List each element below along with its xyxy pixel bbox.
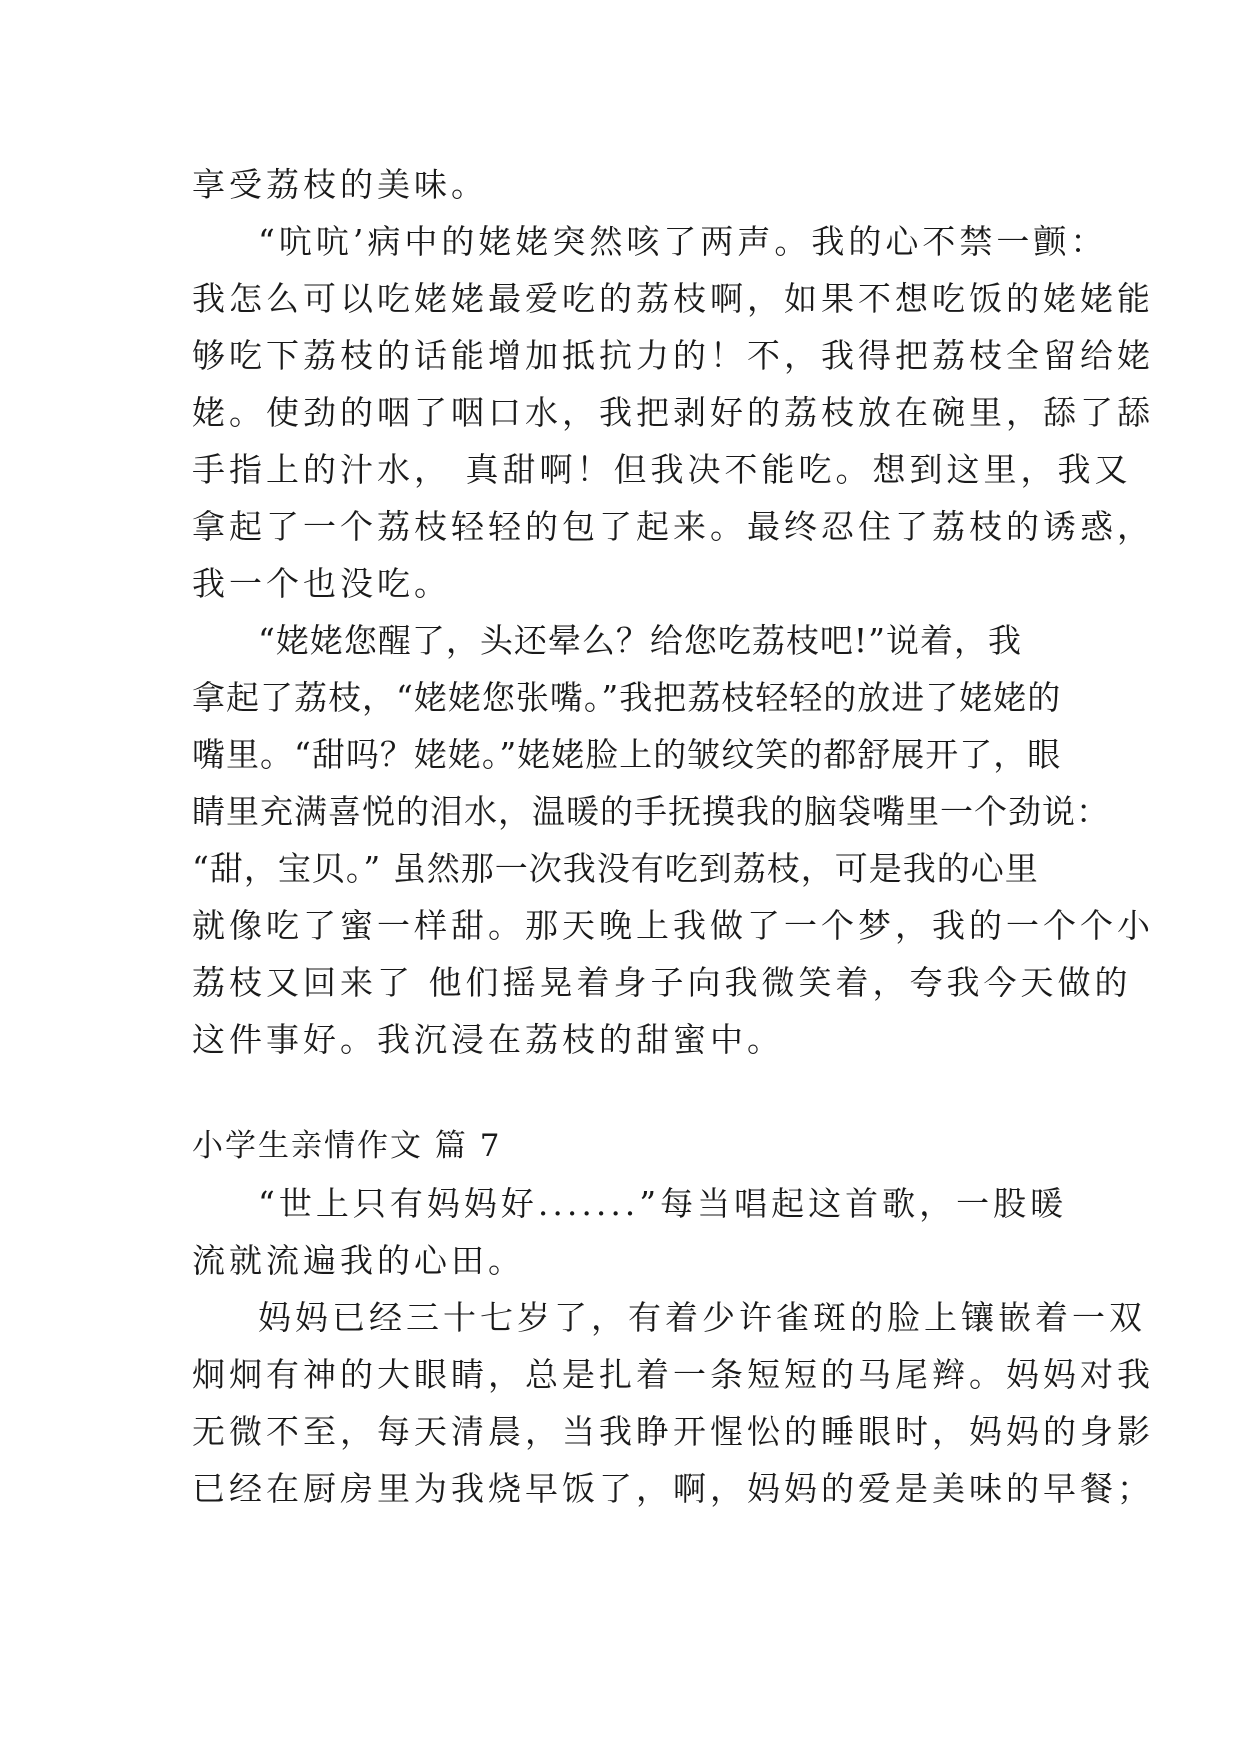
- text-line: 拿起了一个荔枝轻轻的包了起来。最终忍住了荔枝的诱惑，: [192, 507, 1154, 546]
- text-line: 手指上的汁水， 真甜啊！但我决不能吃。想到这里，我又: [192, 450, 1132, 489]
- text-line: 无微不至，每天清晨，当我睁开惺忪的睡眼时，妈妈的身影: [192, 1412, 1154, 1451]
- text-line: 这件事好。我沉浸在荔枝的甜蜜中。: [192, 1020, 784, 1059]
- text-line: “世上只有妈妈好.......”每当唱起这首歌，一股暖: [258, 1184, 1068, 1223]
- section-heading: 小学生亲情作文 篇 7: [192, 1128, 502, 1164]
- text-line: 享受荔枝的美味。: [192, 165, 488, 204]
- text-line: “吭吭’病中的姥姥突然咳了两声。我的心不禁一颤：: [258, 222, 1108, 261]
- text-line: “甜，宝贝。” 虽然那一次我没有吃到荔枝，可是我的心里: [192, 849, 1039, 888]
- paragraph-litchi-grandma: [192, 213, 1154, 612]
- text-line: 我怎么可以吃姥姥最爱吃的荔枝啊，如果不想吃饭的姥姥能: [192, 279, 1154, 318]
- text-line: 够吃下荔枝的话能增加抵抗力的！不，我得把荔枝全留给姥: [192, 336, 1154, 375]
- paragraph-mother-description: [192, 1289, 1154, 1517]
- paragraph-grandma-wakes: [192, 612, 1154, 1068]
- text-line: 妈妈已经三十七岁了，有着少许雀斑的脸上镶嵌着一双: [258, 1298, 1146, 1337]
- text-line: 炯炯有神的大眼睛，总是扎着一条短短的马尾辫。妈妈对我: [192, 1355, 1154, 1394]
- text-line: 流就流遍我的心田。: [192, 1241, 525, 1280]
- text-line: 拿起了荔枝，“姥姥您张嘴。”我把荔枝轻轻的放进了姥姥的: [192, 678, 1062, 717]
- document-page: [192, 156, 1154, 1517]
- text-line: “姥姥您醒了，头还晕么？给您吃荔枝吧!”说着，我: [258, 621, 1023, 660]
- section-gap: [192, 1068, 1054, 1118]
- text-line: 就像吃了蜜一样甜。那天晚上我做了一个梦，我的一个个小: [192, 906, 1154, 945]
- text-line: 嘴里。“甜吗？姥姥。”姥姥脸上的皱纹笑的都舒展开了，眼: [192, 735, 1062, 774]
- text-line: 姥。使劲的咽了咽口水，我把剥好的荔枝放在碗里，舔了舔: [192, 393, 1154, 432]
- text-line: 睛里充满喜悦的泪水，温暖的手抚摸我的脑袋嘴里一个劲说：: [192, 792, 1110, 831]
- text-line: 已经在厨房里为我烧早饭了，啊，妈妈的爱是美味的早餐；: [192, 1469, 1154, 1508]
- text-line: 我一个也没吃。: [192, 564, 451, 603]
- text-line: 荔枝又回来了 他们摇晃着身子向我微笑着，夸我今天做的: [192, 963, 1132, 1002]
- paragraph-mother-song: [192, 1175, 1068, 1289]
